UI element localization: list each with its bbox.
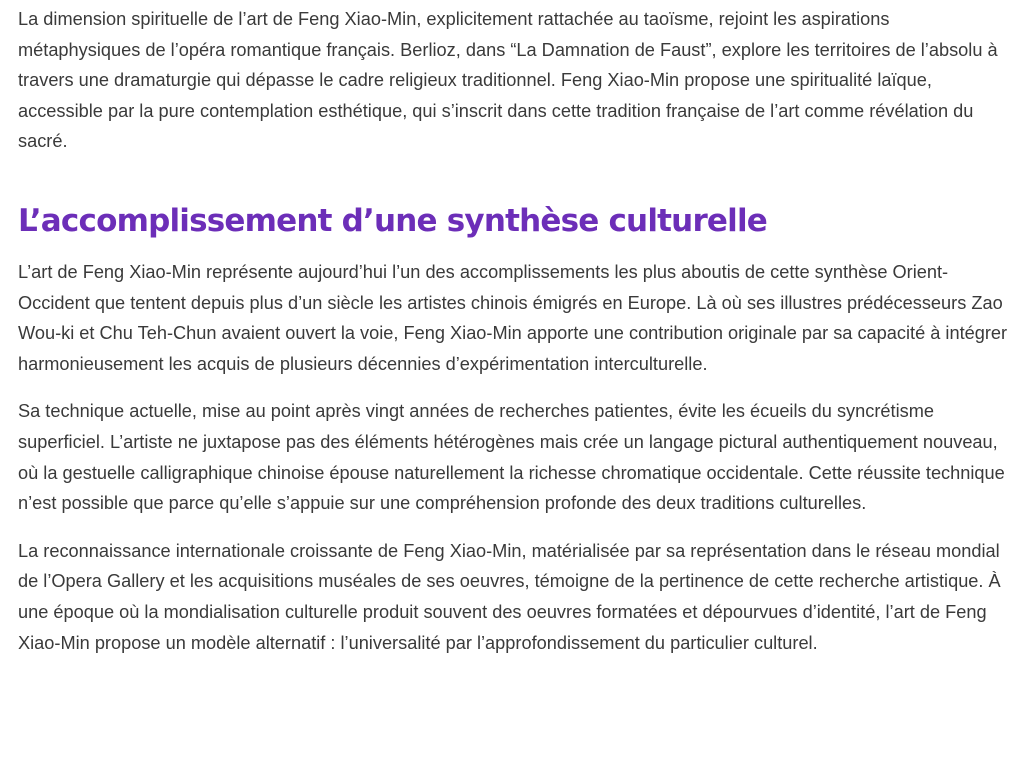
- paragraph-2: Sa technique actuelle, mise au point après vingt années de recherches patientes, évite les écueils du syncrétisme superficiel. L’artiste ne juxtapose pas des éléments hétérogènes mais crée un langage pictural authentiquement nouveau, où la gestuelle calligraphique chinoise épouse naturellement la richesse chromatique occidentale. Cette réussite technique n’est possible que parce qu’elle s’appuie sur une compréhension profonde des deux traditions culturelles.: [18, 401, 1005, 514]
- article-body: [18, 4, 1014, 675]
- intro-paragraph: La dimension spirituelle de l’art de Feng Xiao-Min, explicitement rattachée au taoïsme, rejoint les aspirations métaphysiques de l’opéra romantique français. Berlioz, dans “La Damnation de Faust”, explore les territoires de l’absolu à travers une dramaturgie qui dépasse le cadre religieux traditionnel. Feng Xiao-Min propose une spiritualité laïque, accessible par la pure contemplation esthétique, qui s’inscrit dans cette tradition française de l’art comme révélation du sacré.: [18, 9, 998, 152]
- paragraph-3: La reconnaissance internationale croissante de Feng Xiao-Min, matérialisée par sa représentation dans le réseau mondial de l’Opera Gallery et les acquisitions muséales de ses oeuvres, témoigne de la pertinence de cette recherche artistique. À une époque où la mondialisation culturelle produit souvent des oeuvres formatées et dépourvues d’identité, l’art de Feng Xiao-Min propose un modèle alternatif : l’universalité par l’approfondissement du particulier culturel.: [18, 540, 1001, 653]
- paragraph-1: L’art de Feng Xiao-Min représente aujourd’hui l’un des accomplissements les plus aboutis de cette synthèse Orient-Occident que tentent depuis plus d’un siècle les artistes chinois émigrés en Europe. Là où ses illustres prédécesseurs Zao Wou-ki et Chu Teh-Chun avaient ouvert la voie, Feng Xiao-Min apporte une contribution originale par sa capacité à intégrer harmonieusement les acquis de plusieurs décennies d’expérimentation interculturelle.: [18, 261, 1008, 374]
- section-heading: L’accomplissement d’une synthèse culturelle: [18, 202, 768, 239]
